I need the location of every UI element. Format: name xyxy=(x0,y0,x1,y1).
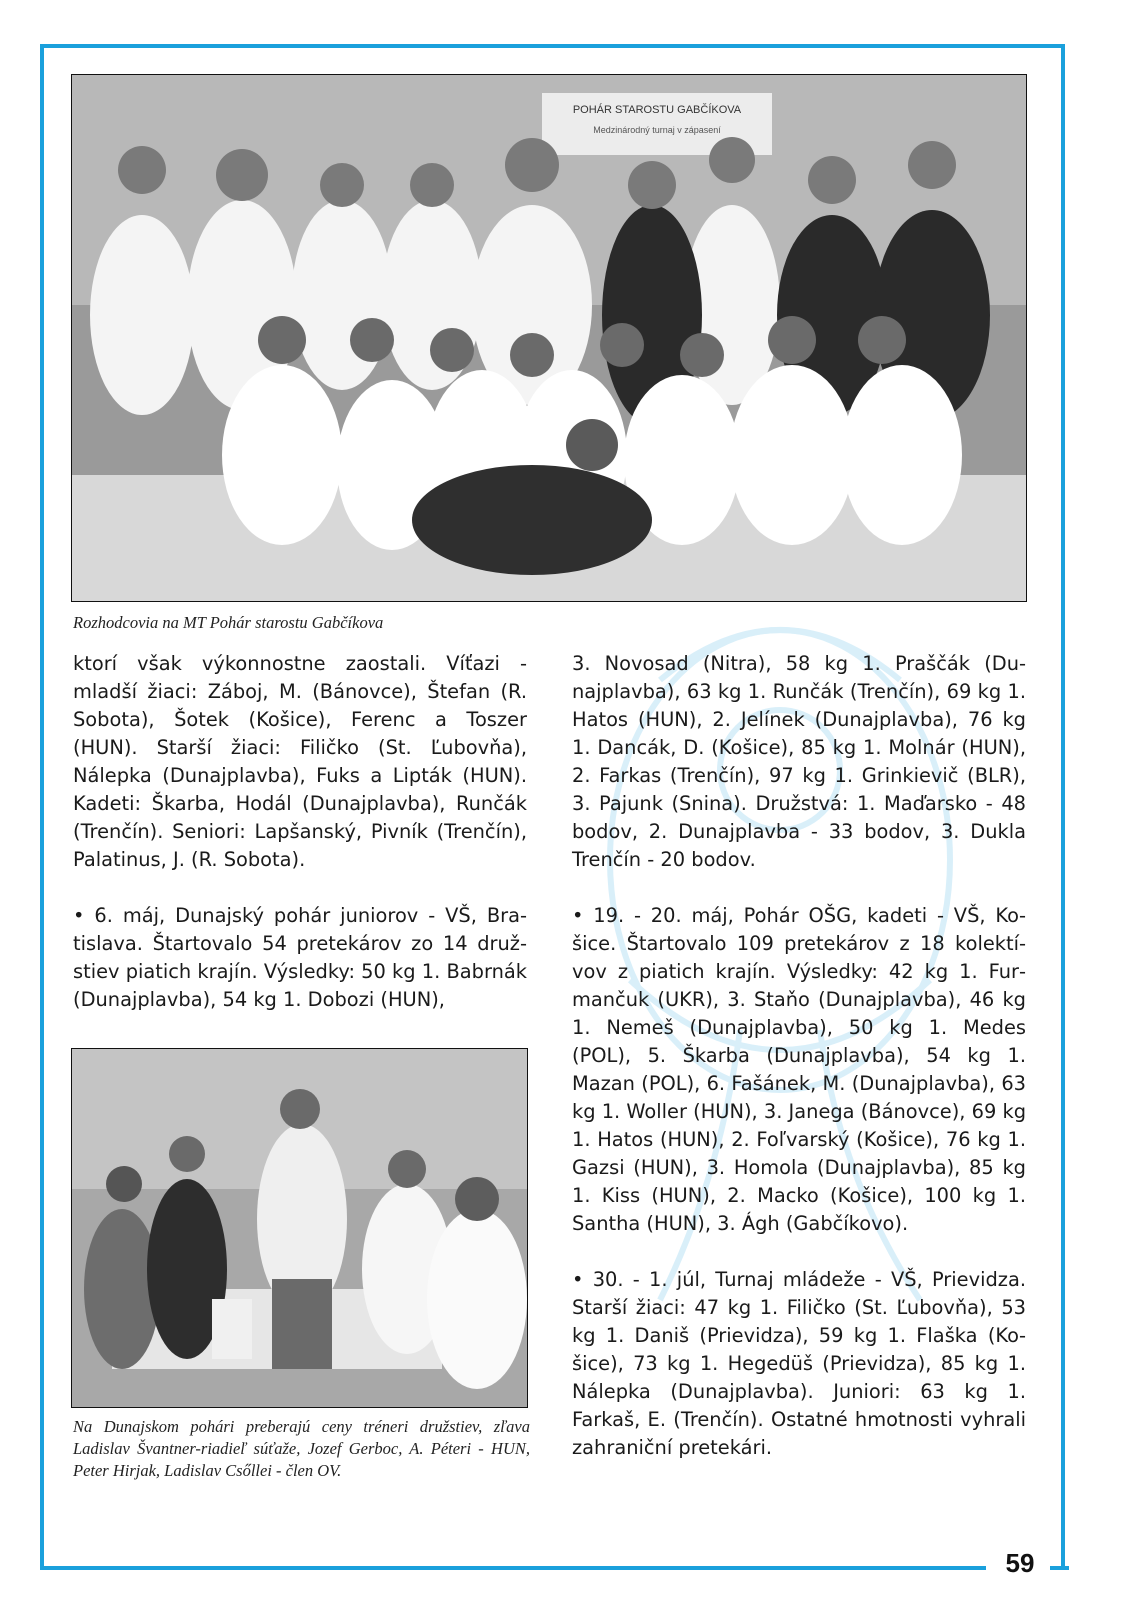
bottom-rule-end xyxy=(1050,1566,1069,1570)
bottom-photo-caption: Na Dunajskom pohári preberajú ceny tréneri družstiev, zľava Ladislav Švantner-riadieľ súťaže, Jozef Gerboc, A. Péteri - HUN, Peter Hirjak, Ladislav Csőllei - člen OV. xyxy=(73,1417,530,1480)
article-right-column xyxy=(572,650,1026,1490)
award-ceremony-photo xyxy=(71,1048,528,1408)
article-paragraph: ktorí však výkonnostne zaostali. Víťazi - mladší žiaci: Záboj, M. (Bánovce), Štefan (R. Sobota), Šotek (Košice), Ferenc a Toszer (HUN). Starší žiaci: Filičko (St. Ľubovňa), Nálepka (Dunajplavba), Fuks a Lipták (HUN). Kadeti: Škarba, Hodál (Dunajplavba), Runčák (Trenčín). Seniori: Lapšanský, Pivník (Trenčín), Palatinus, J. (R. Sobota). xyxy=(73,652,527,871)
article-paragraph: • 19. - 20. máj, Pohár OŠG, kadeti - VŠ, Košice. Štartovalo 109 pretekárov z 18 kolektívov z piatich krajín. Výsledky: 42 kg 1. Furmančuk (UKR), 3. Staňo (Dunajplavba), 46 kg 1. Nemeš (Dunajplavba), 50 kg 1. Medes (POL), 5. Škarba (Dunajplavba), 54 kg 1. Mazan (POL), 6. Fašánek, M. (Dunajplavba), 63 kg 1. Woller (HUN), 3. Janega (Bánovce), 69 kg 1. Hatos (HUN), 2. Foľvarský (Košice), 76 kg 1. Gazsi (HUN), 3. Homola (Dunajplavba), 85 kg 1. Kiss (HUN), 2. Macko (Košice), 100 kg 1. Santha (HUN), 3. Ágh (Gabčíkovo). xyxy=(572,904,1026,1235)
article-paragraph: 3. Novosad (Nitra), 58 kg 1. Praščák (Dunajplavba), 63 kg 1. Runčák (Trenčín), 69 kg 1. Hatos (HUN), 2. Jelínek (Dunajplavba), 76 kg 1. Dancák, D. (Košice), 85 kg 1. Molnár (HUN), 2. Farkas (Trenčín), 97 kg 1. Grinkievič (BLR), 3. Pajunk (Snina). Družstvá: 1. Maďarsko - 48 bodov, 2. Dunajplavba - 33 bodov, 3. Dukla Trenčín - 20 bodov. xyxy=(572,652,1026,871)
page-number: 59 xyxy=(1005,1548,1035,1578)
banner-sub: Medzinárodný turnaj v zápasení xyxy=(593,125,721,135)
photo-image xyxy=(72,75,1027,602)
photo-image xyxy=(72,1049,528,1408)
referees-group-photo xyxy=(71,74,1027,602)
bottom-rule xyxy=(40,1566,986,1570)
article-left-column xyxy=(73,650,527,1042)
article-paragraph: • 6. máj, Dunajský pohár juniorov - VŠ, Bratislava. Štartovalo 54 pretekárov zo 14 družstiev piatich krajín. Výsledky: 50 kg 1. Babrnák (Dunajplavba), 54 kg 1. Dobozi (HUN), xyxy=(73,904,527,1011)
article-paragraph: • 30. - 1. júl, Turnaj mládeže - VŠ, Prievidza. Starší žiaci: 47 kg 1. Filičko (St. Ľubovňa), 53 kg 1. Daniš (Prievidza), 59 kg 1. Flaška (Košice), 73 kg 1. Hegedüš (Prievidza), 85 kg 1. Nálepka (Dunajplavba). Juniori: 63 kg 1. Farkaš, E. (Trenčín). Ostatné hmotnosti vyhrali zahraniční pretekári. xyxy=(572,1268,1026,1459)
top-photo-caption: Rozhodcovia na MT Pohár starostu Gabčíkova xyxy=(73,613,384,632)
banner-title: POHÁR STAROSTU GABČÍKOVA xyxy=(572,104,742,116)
